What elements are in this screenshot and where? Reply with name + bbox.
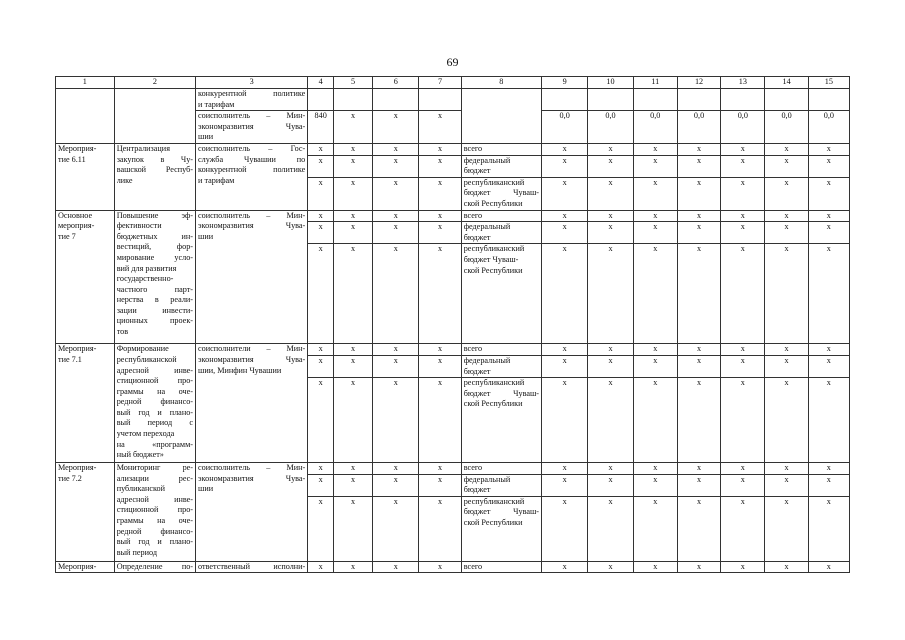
cell-value: x (633, 496, 677, 561)
cell-value: x (308, 561, 334, 573)
cell-value: x (633, 155, 677, 177)
cell-value: x (308, 463, 334, 475)
cell-value: x (373, 355, 419, 377)
cell-source: федеральный бюджет (461, 355, 541, 377)
header-cell: 10 (588, 77, 633, 89)
cell-value: x (542, 155, 588, 177)
cell-value: x (542, 561, 588, 573)
header-cell: 6 (373, 77, 419, 89)
table-row (56, 463, 850, 475)
cell-value: x (588, 143, 633, 155)
header-cell: 3 (196, 77, 308, 89)
header-cell: 9 (542, 77, 588, 89)
cell-activity-name: Определение по- (114, 561, 195, 573)
cell-value: x (542, 222, 588, 244)
cell-value: x (677, 210, 720, 222)
cell-value: 0,0 (588, 111, 633, 144)
cell-value: x (419, 177, 461, 210)
cell-value: x (677, 155, 720, 177)
header-cell: 14 (765, 77, 808, 89)
cell-value: x (677, 496, 720, 561)
cell-source: республиканский бюджет Чуваш- ской Республики (461, 496, 541, 561)
cell-value: x (542, 210, 588, 222)
cell (308, 89, 334, 111)
cell-value: 840 (308, 111, 334, 144)
cell (808, 89, 849, 111)
cell-value: x (334, 496, 373, 561)
cell-value: x (765, 210, 808, 222)
cell-value: x (765, 222, 808, 244)
cell-value: x (373, 244, 419, 344)
header-row (56, 77, 850, 89)
cell-value: x (334, 378, 373, 463)
cell-value: x (721, 378, 765, 463)
cell-value: x (721, 561, 765, 573)
cell-source: всего (461, 143, 541, 155)
cell-activity: Мероприя- (56, 561, 115, 573)
cell-value: x (588, 210, 633, 222)
header-cell: 4 (308, 77, 334, 89)
cell-value: x (633, 344, 677, 356)
cell-value: x (808, 474, 849, 496)
cell-value: x (588, 496, 633, 561)
cell-value: x (542, 143, 588, 155)
cell-value: x (419, 496, 461, 561)
cell-value: 0,0 (765, 111, 808, 144)
cell (334, 89, 373, 111)
cell-value: x (334, 222, 373, 244)
cell-value: x (334, 210, 373, 222)
cell-value: x (765, 463, 808, 475)
cell-source: федеральный бюджет (461, 155, 541, 177)
cell-activity: Мероприя- тие 6.11 (56, 143, 115, 210)
cell-value: x (765, 474, 808, 496)
cell-value: x (419, 111, 461, 144)
header-cell: 15 (808, 77, 849, 89)
cell (677, 89, 720, 111)
cell-value: x (808, 378, 849, 463)
cell-value: x (308, 222, 334, 244)
cell-value: x (334, 474, 373, 496)
cell-value: x (334, 177, 373, 210)
cell-value: x (542, 244, 588, 344)
cell-value: x (721, 222, 765, 244)
cell-value: 0,0 (721, 111, 765, 144)
cell-value: x (542, 355, 588, 377)
header-cell: 1 (56, 77, 115, 89)
cell-executor: конкурентной политике и тарифам (196, 89, 308, 111)
cell-value: x (808, 355, 849, 377)
cell-value: x (334, 344, 373, 356)
cell-executor: соисполнители – Мин- экономразвития Чува- шии, Минфин Чувашии (196, 344, 308, 463)
cell-value: x (334, 143, 373, 155)
cell-value: x (765, 143, 808, 155)
cell-value: x (334, 111, 373, 144)
cell-value: x (373, 561, 419, 573)
cell-value: x (765, 177, 808, 210)
cell-value: x (542, 474, 588, 496)
cell-value: x (765, 561, 808, 573)
cell-executor: соисполнитель – Мин- экономразвития Чува- шии (196, 463, 308, 562)
cell-value: x (633, 561, 677, 573)
cell-value: x (633, 355, 677, 377)
cell-value: x (419, 222, 461, 244)
cell-value: x (808, 222, 849, 244)
cell-activity-name: Повышение эф- фективности бюджетных ин- вестиций, фор- мирование усло- вий для развития государственно- частного парт- нерства в реали- зации инвести- ционных проек- тов (114, 210, 195, 344)
cell-value: x (588, 222, 633, 244)
cell-value: x (677, 344, 720, 356)
cell-value: x (677, 463, 720, 475)
cell-source: республиканский бюджет Чуваш- ской Республики (461, 177, 541, 210)
cell-value: x (808, 177, 849, 210)
cell-value: 0,0 (808, 111, 849, 144)
cell-value: x (721, 344, 765, 356)
cell-value: x (588, 344, 633, 356)
cell-value: x (588, 155, 633, 177)
cell-value: 0,0 (677, 111, 720, 144)
page-number: 69 (446, 55, 459, 69)
cell-value: x (721, 143, 765, 155)
cell-value: x (808, 561, 849, 573)
header-cell: 2 (114, 77, 195, 89)
cell-source (461, 89, 541, 144)
cell-value: x (808, 155, 849, 177)
cell-value: x (419, 155, 461, 177)
cell-value: x (373, 474, 419, 496)
cell-value: x (419, 378, 461, 463)
cell-executor: ответственный исполни- (196, 561, 308, 573)
cell-value: x (808, 344, 849, 356)
cell-value: x (419, 355, 461, 377)
cell-value: x (373, 463, 419, 475)
cell-value: x (588, 474, 633, 496)
cell-value: x (633, 210, 677, 222)
cell (633, 89, 677, 111)
cell-source: федеральный бюджет (461, 222, 541, 244)
cell-value: x (633, 378, 677, 463)
cell-value: x (373, 496, 419, 561)
cell-value: x (765, 355, 808, 377)
cell-value: x (721, 177, 765, 210)
header-cell: 5 (334, 77, 373, 89)
cell-value: x (765, 244, 808, 344)
table-row (56, 143, 850, 155)
cell-value: x (373, 344, 419, 356)
cell (721, 89, 765, 111)
cell-value: x (542, 463, 588, 475)
cell-value: x (808, 496, 849, 561)
cell-value: x (721, 474, 765, 496)
cell-value: x (308, 496, 334, 561)
header-cell: 12 (677, 77, 720, 89)
budget-table (55, 76, 850, 573)
cell-value: x (373, 143, 419, 155)
cell-value: x (721, 210, 765, 222)
cell-value: x (808, 463, 849, 475)
cell-value: x (677, 378, 720, 463)
cell-value: x (334, 355, 373, 377)
cell-activity (56, 89, 115, 144)
cell (542, 89, 588, 111)
table-row (56, 89, 850, 111)
header-cell: 7 (419, 77, 461, 89)
cell-executor: соисполнитель – Мин- экономразвития Чува- шии (196, 111, 308, 144)
cell-value: x (419, 463, 461, 475)
cell-value: x (677, 561, 720, 573)
cell-value: x (765, 344, 808, 356)
cell-value: x (542, 344, 588, 356)
cell-source: республиканский бюджет Чуваш- ской Республики (461, 378, 541, 463)
cell-value: x (808, 244, 849, 344)
cell-value: x (721, 496, 765, 561)
cell-value: x (419, 143, 461, 155)
cell-source: федеральный бюджет (461, 474, 541, 496)
cell-activity-name: Мониторинг ре- ализации рес- публиканской адресной инве- стиционной про- граммы на оче- редной финансо- вый год и плано- вый период (114, 463, 195, 562)
cell-value: x (677, 222, 720, 244)
cell-value: x (308, 378, 334, 463)
table-row (56, 210, 850, 222)
cell (765, 89, 808, 111)
cell (419, 89, 461, 111)
cell-value: x (542, 177, 588, 210)
cell-value: x (633, 143, 677, 155)
cell-value: x (308, 155, 334, 177)
cell-value: x (721, 463, 765, 475)
cell-value: x (542, 496, 588, 561)
header-cell: 11 (633, 77, 677, 89)
cell-source: всего (461, 463, 541, 475)
cell-value: x (308, 177, 334, 210)
cell-value: x (765, 496, 808, 561)
cell-activity: Мероприя- тие 7.2 (56, 463, 115, 562)
cell-value: x (308, 344, 334, 356)
cell-value: x (308, 143, 334, 155)
cell-value: x (373, 210, 419, 222)
cell-value: x (588, 177, 633, 210)
cell-value: x (588, 561, 633, 573)
cell-source: всего (461, 561, 541, 573)
cell-value: x (419, 210, 461, 222)
cell-value: 0,0 (542, 111, 588, 144)
cell (588, 89, 633, 111)
cell-value: x (308, 474, 334, 496)
cell (373, 89, 419, 111)
cell-value: x (677, 244, 720, 344)
cell-value: x (419, 244, 461, 344)
cell-value: x (373, 111, 419, 144)
header-cell: 13 (721, 77, 765, 89)
cell-value: x (633, 463, 677, 475)
cell-value: 0,0 (633, 111, 677, 144)
cell-value: x (373, 155, 419, 177)
cell-value: x (334, 561, 373, 573)
cell-value: x (721, 244, 765, 344)
cell-value: x (373, 378, 419, 463)
cell-value: x (588, 355, 633, 377)
cell-value: x (808, 210, 849, 222)
cell-value: x (588, 378, 633, 463)
cell-value: x (334, 244, 373, 344)
cell-value: x (588, 244, 633, 344)
cell-value: x (808, 143, 849, 155)
table-row (56, 344, 850, 356)
cell-value: x (334, 463, 373, 475)
cell-source: всего (461, 210, 541, 222)
cell-activity-name: Централизация закупок в Чу- вашской Респуб- лике (114, 143, 195, 210)
cell-value: x (308, 244, 334, 344)
cell-value: x (308, 210, 334, 222)
cell-activity-name (114, 89, 195, 144)
cell-value: x (633, 244, 677, 344)
cell-executor: соисполнитель – Мин- экономразвития Чува- шии (196, 210, 308, 344)
header-cell: 8 (461, 77, 541, 89)
cell-executor: соисполнитель – Гос- служба Чувашии по конкурентной политике и тарифам (196, 143, 308, 210)
cell-activity: Основное мероприя- тие 7 (56, 210, 115, 344)
cell-value: x (419, 474, 461, 496)
cell-value: x (721, 355, 765, 377)
cell-source: республиканский бюджет Чуваш- ской Республики (461, 244, 541, 344)
cell-value: x (765, 155, 808, 177)
cell-value: x (373, 177, 419, 210)
cell-value: x (765, 378, 808, 463)
cell-value: x (633, 222, 677, 244)
cell-value: x (677, 177, 720, 210)
cell-value: x (677, 355, 720, 377)
cell-value: x (334, 155, 373, 177)
cell-value: x (588, 463, 633, 475)
cell-value: x (677, 474, 720, 496)
cell-value: x (419, 344, 461, 356)
cell-value: x (633, 474, 677, 496)
cell-value: x (373, 222, 419, 244)
cell-value: x (633, 177, 677, 210)
cell-value: x (308, 355, 334, 377)
cell-value: x (542, 378, 588, 463)
cell-value: x (419, 561, 461, 573)
cell-value: x (677, 143, 720, 155)
cell-source: всего (461, 344, 541, 356)
cell-activity: Мероприя- тие 7.1 (56, 344, 115, 463)
cell-value: x (721, 155, 765, 177)
cell-activity-name: Формирование республиканской адресной инве- стиционной про- граммы на оче- редной финансо- вый год и плано- вый период с учетом перехода на «программ- ный бюджет» (114, 344, 195, 463)
table-row (56, 561, 850, 573)
